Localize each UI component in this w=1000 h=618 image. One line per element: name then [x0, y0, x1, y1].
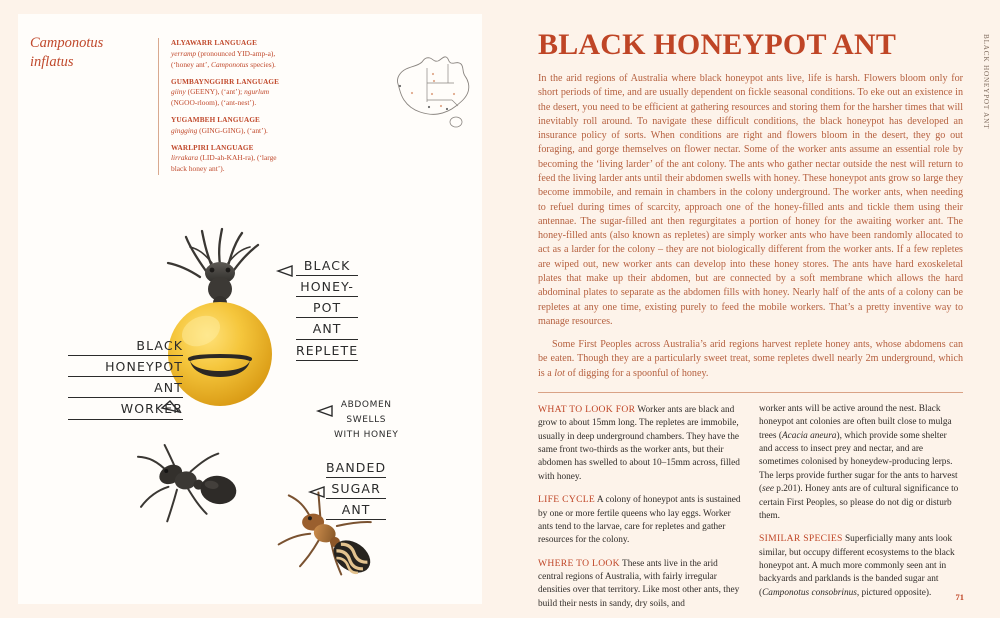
language-title: YUGAMBEH LANGUAGE [171, 116, 261, 125]
continuation-part-a: worker ants will be active around the nest. Black honeypot ant colonies are often built close to mulga trees ( [759, 403, 952, 441]
what-to-look-for-lead: WHAT TO LOOK FOR [538, 403, 636, 415]
annotation-worker-line-2: HONEYPOT [68, 358, 183, 377]
annotation-banded-line-3: ANT [326, 501, 386, 520]
language-gloss-2: (NGOO-rloom), (‘ant-nest’). [171, 98, 257, 108]
annotation-replete [296, 257, 358, 363]
annotation-replete-line-5: REPLETE [296, 342, 358, 361]
language-term: giiny [171, 87, 186, 97]
language-genus: Camponotus [211, 59, 249, 69]
language-term: lirrakara [171, 153, 199, 163]
language-body [171, 126, 291, 137]
language-title: GUMBAYNGGIRR LANGUAGE [171, 77, 280, 86]
life-cycle-block [538, 493, 741, 548]
annotation-worker-line-4: WORKER [68, 400, 183, 419]
distribution-map [386, 44, 478, 136]
annotation-banded-line-2: SUGAR [326, 480, 386, 499]
similar-species-lead: SIMILAR SPECIES [759, 533, 843, 545]
banded-sugar-ant-species-name: Camponotus consobrinus [762, 587, 857, 598]
section-divider [538, 392, 963, 393]
pointer-arrow-replete [278, 266, 292, 276]
annotation-banded-line-1: BANDED [326, 459, 386, 478]
language-title: ALYAWARR LANGUAGE [171, 39, 258, 47]
intro-p2-part-a: Some First Peoples across Australia’s arid regions harvest replete honey ants, whose abdomens can be eaten. Though they are a particularly sweet treat, some repletes dwell nearly 2m underground, which is a [538, 339, 963, 379]
page-number: 71 [955, 592, 964, 602]
intro-text [538, 72, 963, 381]
article-body [538, 30, 963, 611]
ant-illustration [78, 209, 478, 599]
annotation-worker [68, 337, 183, 422]
language-entry [171, 77, 291, 110]
annotation-replete-line-4: ANT [296, 320, 358, 339]
see-reference: see [762, 484, 774, 495]
language-gloss: (GING-GING), (‘ant’). [197, 125, 268, 135]
similar-species-block [759, 532, 962, 600]
intro-paragraph-1: In the arid regions of Australia where black honeypot ants live, life is harsh. Flowers bloom only for short periods of time, and are usually dependent on fickle seasonal conditions. To eke out an existence in the desert, you need to be efficient at gathering resources and storing them for the harsher times that will inevitably roll around. To navigate these difficult conditions, the black honeypot has developed an insurance policy of sorts. When conditions are right and flowers bloom in the desert, they go out foraging, and gorge themselves on flower nectar. Some of the worker ants assume an essential role by becoming the ‘living larder’ of the ant colony. The ants who gather nectar outside the nest will return to feed the living larder ants until their abdomen swells with honey. These honeypot ants grow so large they become immobile, and remain in chambers in the colony underground. The worker ants, when needing to refuel during times of scarcity, approach one of the honey-filled ants and tickle them using their antennae. The sugar-filled ant then regurgitates a portion of honey for the awaiting worker ant. The honey-filled ants (also known as repletes) are simply worker ants who have been randomly allocated to act as a larder for the colony – they are not biologically different from the worker ants. If a few repletes are wiped out, new worker ants can develop into these honey stores. The ants have hard exoskeletal plates that make up their abdomen, but are connected by a soft membrane which allows the hard abdominal plates to separate as the abdomen fills with honey. Nearly half of the ants of a colony can be repletes at any one time, existing purely to feed the mobile workers. That’s a pretty inventive way to manage resources. [538, 73, 963, 327]
detail-column-right [759, 403, 962, 611]
chapter-side-tab: BLACK HONEYPOT ANT [982, 34, 990, 130]
language-gloss-2: species). [248, 59, 276, 69]
pointer-arrow-banded [310, 487, 324, 497]
similar-species-part-b: , pictured opposite). [856, 587, 932, 598]
language-term: yerramp [171, 48, 197, 58]
annotation-banded-sugar-ant [326, 459, 386, 522]
continuation-part-b: ), which provide some shelter and access to insect prey and nectar, and are sometimes colonised by honeydew-producing lerps. The lerps provide further sugar for the ants to harvest ( [759, 430, 958, 495]
where-to-look-lead: WHERE TO LOOK [538, 557, 620, 569]
australia-map-icon [386, 44, 478, 136]
language-body [171, 153, 291, 175]
language-body [171, 87, 291, 109]
language-entry [171, 38, 291, 71]
annotation-abdomen-line-3: WITH HONEY [334, 430, 399, 441]
language-term: gingging [171, 125, 198, 135]
annotation-abdomen-line-1: ABDOMEN [340, 400, 392, 410]
annotation-abdomen [334, 399, 398, 444]
annotation-worker-line-1: BLACK [68, 337, 183, 356]
right-page [500, 0, 1000, 618]
where-to-look-continuation [759, 403, 962, 523]
similar-species-part-a: Superficially many ants look similar, but occupy different ecosystems to the black honeypot ant. A much more commonly seen ant in backyards and parklands is the banded sugar ant ( [759, 534, 955, 598]
what-to-look-for-block [538, 403, 741, 484]
page-title: BLACK HONEYPOT ANT [538, 28, 897, 61]
worker-ant-figure [133, 435, 243, 524]
life-cycle-body: A colony of honeypot ants is sustained by one or more fertile queens who lay eggs. Worker ants tend to the larvae, care for repletes and gather resources for the colony. [538, 495, 741, 546]
language-gloss: (GEENY), (‘ant’); [185, 87, 245, 97]
language-entry [171, 115, 291, 137]
annotation-worker-line-3: ANT [68, 379, 183, 398]
annotation-replete-line-2: HONEY- [296, 278, 358, 297]
continuation-part-c: p.201). Honey ants are of cultural significance to certain First Peoples, so please do not dig or disturb them. [759, 484, 959, 521]
annotation-abdomen-line-2: SWELLS [346, 415, 387, 426]
annotation-replete-line-3: POT [296, 299, 358, 318]
intro-p2-emphasis: lot [554, 367, 565, 379]
language-gloss: (LID-ah-KAH-ra), (‘large black honey ant’). [171, 153, 277, 174]
language-gloss: (pronounced YID-amp-a), (‘honey ant’, [171, 48, 276, 69]
detail-columns [538, 403, 963, 611]
illustration-sheet [18, 14, 482, 604]
annotation-replete-line-1: BLACK [296, 257, 358, 276]
language-term-2: ngurlum [244, 87, 270, 97]
species-name: Camponotus inflatus [30, 35, 104, 71]
language-entry [171, 143, 291, 176]
mulga-species-name: Acacia aneura [781, 430, 837, 441]
language-list [158, 38, 291, 175]
intro-p2-part-b: of digging for a spoonful of honey. [564, 367, 709, 379]
detail-column-left [538, 403, 741, 611]
life-cycle-lead: LIFE CYCLE [538, 494, 596, 506]
where-to-look-body: These ants live in the arid central regions of Australia, with fairly irregular densities over that territory. Like most other ants, they build their nests in sandy, dry soils, and [538, 558, 740, 609]
pointer-arrow-abdomen [318, 406, 332, 416]
where-to-look-block [538, 557, 741, 612]
replete-ant-figure [168, 229, 272, 406]
intro-paragraph-2 [538, 338, 963, 381]
what-to-look-for-body: Worker ants are black and grow to about 15mm long. The repletes are immobile, usually in deep underground chambers. They have the same front two-thirds as the worker ants, but their abdomen has swelled to about 10–15mm across, filled with honey. [538, 404, 740, 482]
language-title: WARLPIRI LANGUAGE [171, 143, 254, 152]
language-body [171, 49, 291, 71]
